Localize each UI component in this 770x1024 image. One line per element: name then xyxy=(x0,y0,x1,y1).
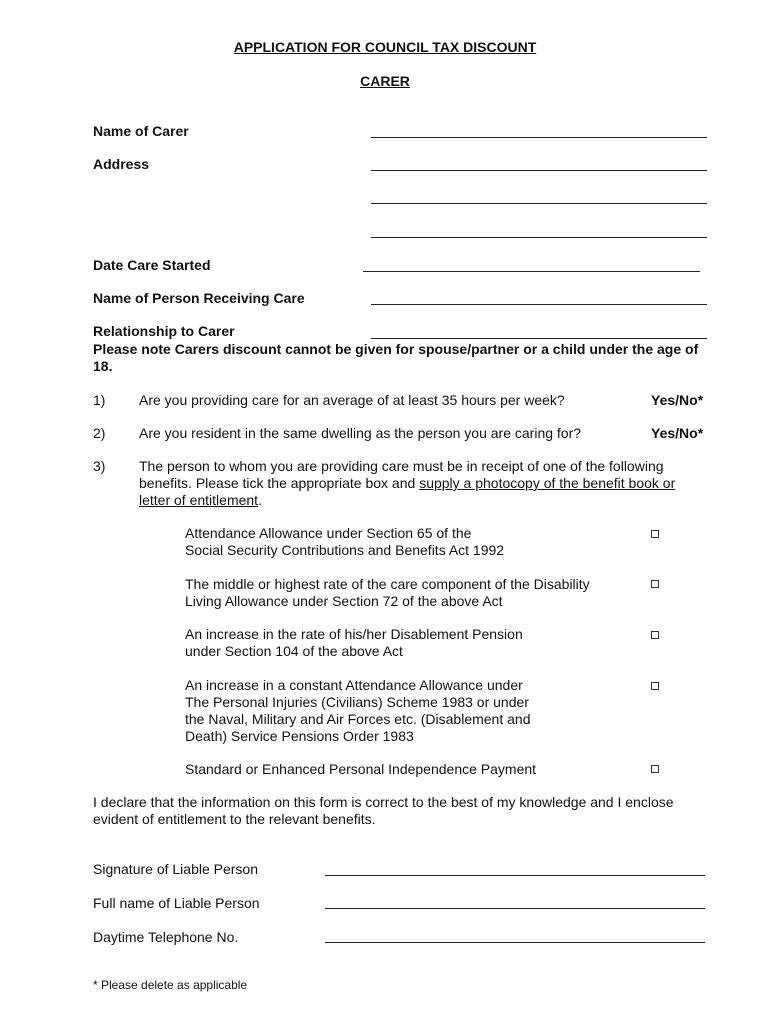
full-name-field[interactable] xyxy=(325,908,705,909)
question-3-text-end: . xyxy=(258,492,262,508)
relationship-field[interactable] xyxy=(371,338,707,339)
footnote: * Please delete as applicable xyxy=(93,978,248,992)
benefit-5-checkbox[interactable] xyxy=(651,765,659,773)
full-name-label: Full name of Liable Person xyxy=(93,895,260,911)
benefit-2-line-2: Living Allowance under Section 72 of the above Act xyxy=(185,593,503,609)
question-1-answer[interactable]: Yes/No* xyxy=(651,392,704,408)
spouse-note: Please note Carers discount cannot be given for spouse/partner or a child under the age of 18. xyxy=(93,341,699,374)
benefit-5-line-1: Standard or Enhanced Personal Independence Payment xyxy=(185,761,537,777)
form-title: APPLICATION FOR COUNCIL TAX DISCOUNT xyxy=(233,39,537,55)
signature-label: Signature of Liable Person xyxy=(93,861,258,877)
question-3-text-underlined: supply a photocopy of the benefit book or letter of entitlement xyxy=(139,475,676,508)
question-3-text xyxy=(139,458,704,509)
name-of-carer-label: Name of Carer xyxy=(93,123,189,139)
benefit-item-4 xyxy=(185,677,645,745)
signature-field[interactable] xyxy=(325,875,705,876)
benefit-2-line-1: The middle or highest rate of the care component of the Disability xyxy=(185,576,590,592)
benefit-4-line-1: An increase in a constant Attendance Allowance under xyxy=(185,677,523,693)
name-receiving-care-label: Name of Person Receiving Care xyxy=(93,290,305,306)
benefit-1-line-2: Social Security Contributions and Benefits Act 1992 xyxy=(185,542,505,558)
phone-field[interactable] xyxy=(325,942,705,943)
address-field-line-1[interactable] xyxy=(371,170,707,171)
benefit-2-checkbox[interactable] xyxy=(651,580,659,588)
date-care-started-label: Date Care Started xyxy=(93,257,211,273)
relationship-label: Relationship to Carer xyxy=(93,323,235,339)
name-of-carer-field[interactable] xyxy=(371,137,707,138)
benefit-item-3 xyxy=(185,626,645,660)
benefit-4-line-2: The Personal Injuries (Civilians) Scheme 1983 or under xyxy=(185,694,529,710)
address-label: Address xyxy=(93,156,150,172)
benefit-4-checkbox[interactable] xyxy=(651,682,659,690)
question-2-answer[interactable]: Yes/No* xyxy=(651,425,704,441)
benefit-item-1 xyxy=(185,525,645,559)
benefit-1-line-1: Attendance Allowance under Section 65 of the xyxy=(185,525,472,541)
benefit-4-line-3: the Naval, Military and Air Forces etc. (Disablement and xyxy=(185,711,531,727)
benefit-1-checkbox[interactable] xyxy=(651,530,659,538)
benefit-3-checkbox[interactable] xyxy=(651,631,659,639)
name-receiving-care-field[interactable] xyxy=(371,304,707,305)
question-1-number: 1) xyxy=(93,392,106,408)
question-2-text: Are you resident in the same dwelling as the person you are caring for? xyxy=(139,425,582,441)
question-3-text-plain: The person to whom you are providing care must be in receipt of one of the following benefits. Please tick the appropriate box and xyxy=(139,458,664,491)
benefit-item-2 xyxy=(185,576,645,610)
question-3-number: 3) xyxy=(93,458,106,474)
address-field-line-2[interactable] xyxy=(371,203,707,204)
benefit-3-line-2: under Section 104 of the above Act xyxy=(185,643,403,659)
benefit-4-line-4: Death) Service Pensions Order 1983 xyxy=(185,728,414,744)
question-2-number: 2) xyxy=(93,425,106,441)
form-subtitle: CARER xyxy=(360,73,410,89)
declaration-text: I declare that the information on this form is correct to the best of my knowledge and I enclose evident of entitlement to the relevant benefits. xyxy=(93,794,674,827)
benefit-3-line-1: An increase in the rate of his/her Disablement Pension xyxy=(185,626,523,642)
address-field-line-3[interactable] xyxy=(371,237,707,238)
phone-label: Daytime Telephone No. xyxy=(93,929,239,945)
date-care-started-field[interactable] xyxy=(363,271,700,272)
benefit-item-5 xyxy=(185,761,645,778)
question-1-text: Are you providing care for an average of at least 35 hours per week? xyxy=(139,392,565,408)
